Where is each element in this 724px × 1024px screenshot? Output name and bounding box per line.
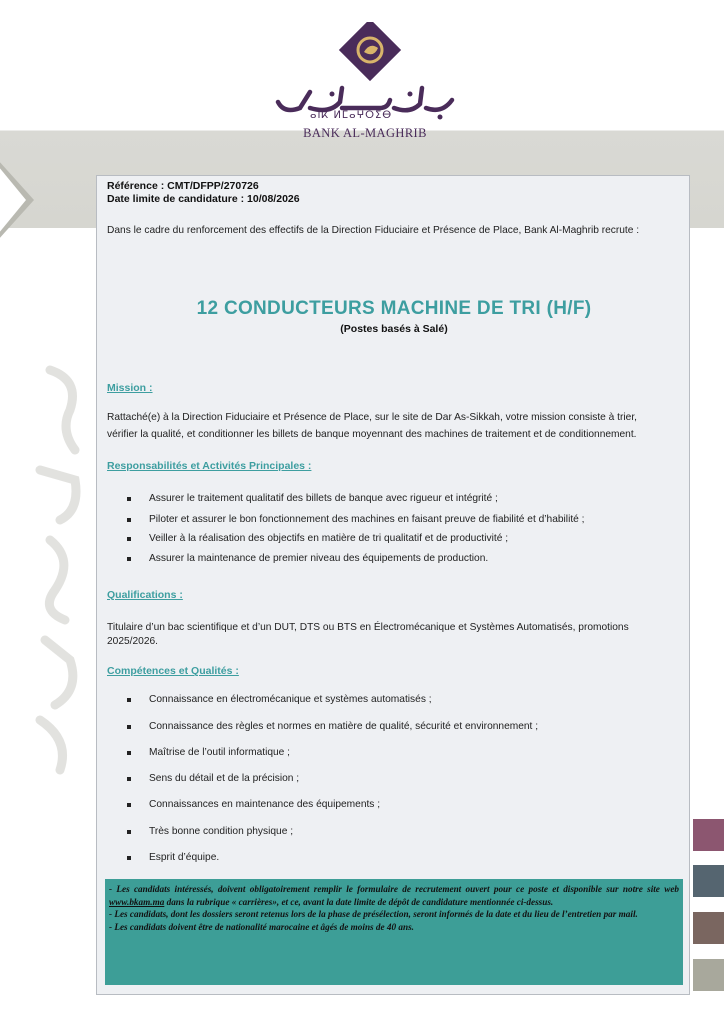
mission-line-1: Rattaché(e) à la Direction Fiduciaire et Présence de Place, sur le site de Dar As-Sikkah, votre mission consiste à trier, [107, 412, 637, 423]
responsibilities-heading: Responsabilités et Activités Principales : [107, 460, 312, 472]
job-title: 12 CONDUCTEURS MACHINE DE TRI (H/F) [196, 298, 592, 319]
deadline-line: Date limite de candidature : 10/08/2026 [107, 193, 300, 205]
color-swatch [693, 959, 724, 991]
qualifications-line-2: 2025/2026. [107, 636, 158, 647]
notice-paragraph-2: - Les candidats, dont les dossiers seront retenus lors de la phase de présélection, seront informés de la date et du lieu de l’entretien par mail. [109, 909, 638, 919]
notice-paragraph-3: - Les candidats doivent être de nationalité marocaine et âgés de moins de 40 ans. [109, 921, 414, 932]
qualifications-heading: Qualifications : [107, 589, 183, 601]
logo-bank-name: BANK AL-MAGHRIB [303, 126, 427, 140]
decorative-arrow-inner [0, 166, 26, 234]
notice-paragraph-1: - Les candidats intéressés, doivent obligatoirement remplir le formulaire de recrutement ouvert pour ce poste et disponible sur notre site web www.bkam.ma dans la rubrique « carrières», et ce, avant la date limite de dépôt de candidature mentionnée ci-dessus. [109, 884, 679, 907]
job-location: (Postes basés à Salé) [340, 323, 448, 335]
bkam-website-link[interactable]: www.bkam.ma [109, 896, 165, 907]
application-notice [105, 879, 683, 985]
job-posting-card: Référence : CMT/DFPP/270726 Date limite de candidature : 10/08/2026 Dans le cadre du renforcement des effectifs de la Direction Fiduciaire et Présence de Place, Bank Al-Maghrib recrute : 12 CONDUCTEURS MACHINE DE TRI (H/F) (Postes basés à Salé) Mission : Rattaché(e) à la Direction Fiduciaire et Présence de Place, sur le site de Dar As-Sikkah, votre mission consiste à trier, vérifier la qualité, et conditionner les billets de banque moyennant des machines de traitement et de conditionnement. Responsabilités et Activités Principales : Assurer le traitement qualitatif des billets de banque avec rigueur et intégrité ; Piloter et assurer le bon fonctionnement des machines en faisant preuve de fiabilité et d’habilité ; Veiller à la réalisation des objectifs en matière de tri qualitatif et de productivité ; Assurer la maintenance de premier niveau des équipements de production. Qualifications : Titulaire d’un bac scientifique et d’un DUT, DTS ou BTS en Électromécanique et Systèmes Automatisés, promotions 2025/2026. Compétences et Qualités : Connaissance en électromécanique et systèmes automatisés ; Connaissance des règles et normes en matière de qualité, sécurité et environnement ; Maîtrise de l’outil informatique ; Sens du détail et de la précision ; Connaissances en maintenance des équipements ; Très bonne condition physique ; Esprit d’équipe. - Les candidats intéressés, doivent obligatoirement remplir le formulaire de recrutement ouvert pour ce poste et disponible sur notre site web www.bkam.ma dans la rubrique « carrières», et ce, avant la date limite de dépôt de candidature mentionnée ci-dessus. - Les candidats, dont les dossiers seront retenus lors de la phase de présélection, seront informés de la date et du lieu de l’entretien par mail. - Les candidats doivent être de nationalité marocaine et âgés de moins de 40 ans. [96, 175, 690, 995]
qualifications-line-1: Titulaire d’un bac scientifique et d’un DUT, DTS ou BTS en Électromécanique et Systèmes Automatisés, promotions [107, 622, 629, 633]
skills-heading: Compétences et Qualités : [107, 665, 239, 677]
color-swatch [693, 912, 724, 944]
reference-block [107, 180, 300, 206]
mission-line-2: vérifier la qualité, et conditionner les billets de banque moyennant des machines de traitement et de conditionnement. [107, 429, 637, 440]
color-swatch [693, 865, 724, 897]
mission-heading: Mission : [107, 382, 153, 394]
color-swatch [693, 819, 724, 851]
logo-tifinagh-text: ⴰⵏⴽ ⵍⵎⴰⵖⵔⵉⴱ [310, 110, 393, 121]
bank-logo [270, 22, 460, 147]
intro-text: Dans le cadre du renforcement des effectifs de la Direction Fiduciaire et Présence de Place, Bank Al-Maghrib recrute : [107, 225, 640, 236]
reference-line: Référence : CMT/DFPP/270726 [107, 180, 259, 192]
calligraphy-watermark [20, 360, 90, 780]
